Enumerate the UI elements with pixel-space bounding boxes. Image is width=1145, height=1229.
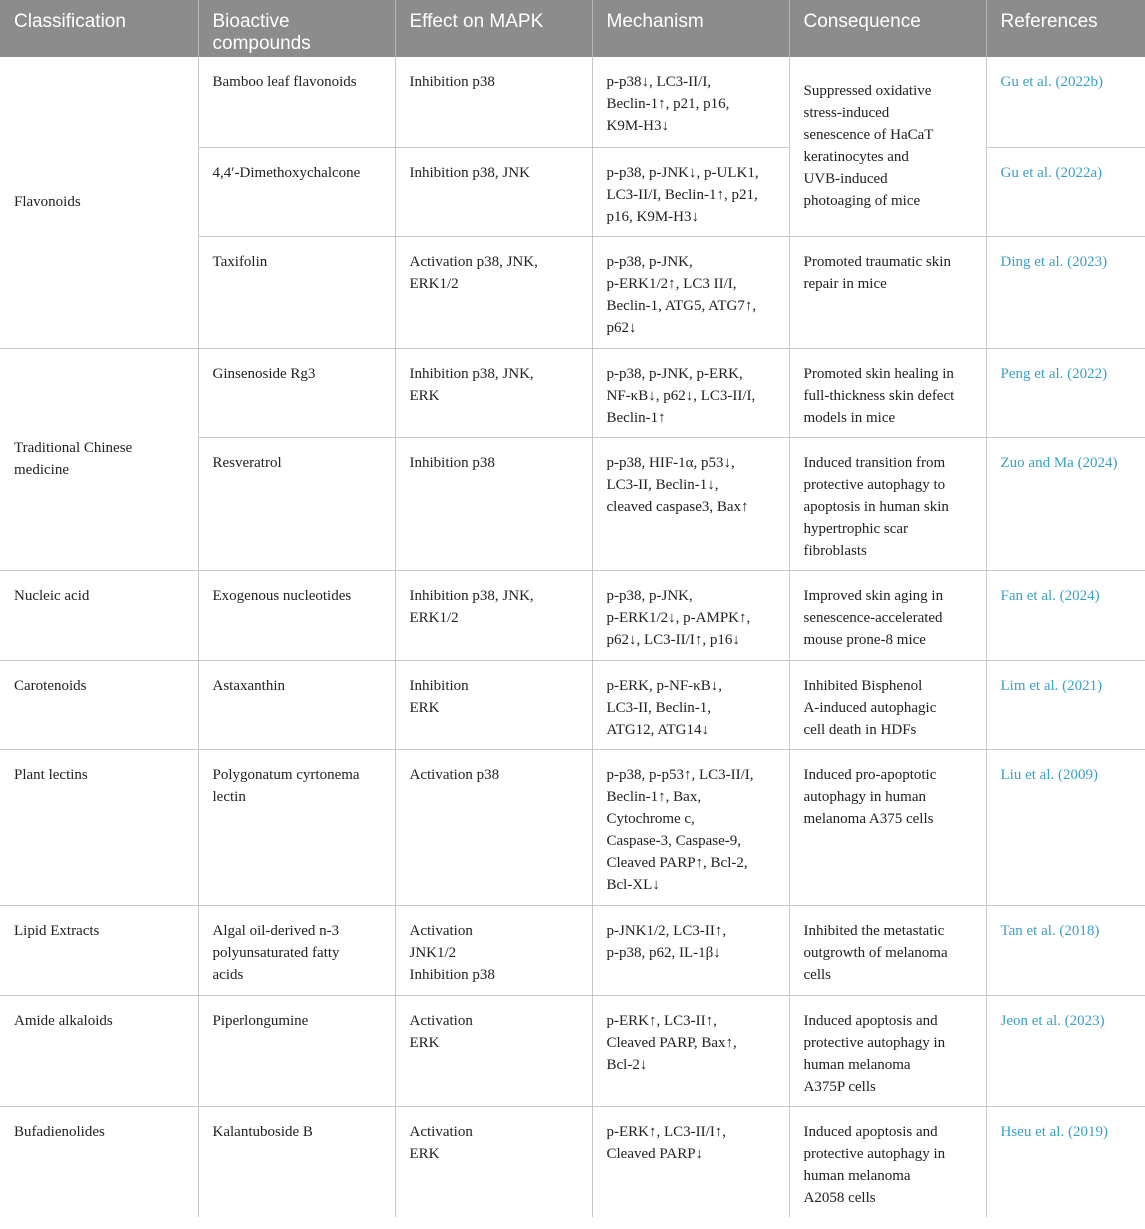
effect-cell: Inhibition ERK — [395, 660, 592, 749]
reference-link[interactable]: Gu et al. (2022a) — [986, 147, 1145, 236]
classification-cell: Nucleic acid — [0, 570, 198, 660]
consequence-cell: Suppressed oxidative stress-induced senescence of HaCaT keratinocytes and UVB-induced photoaging of mice — [789, 57, 986, 236]
reference-link[interactable]: Peng et al. (2022) — [986, 348, 1145, 437]
effect-cell: Inhibition p38, JNK — [395, 147, 592, 236]
effect-cell: Inhibition p38, JNK, ERK — [395, 348, 592, 437]
header-classification: Classification — [0, 0, 198, 57]
table-row — [0, 1106, 1145, 1217]
header-row — [0, 0, 1145, 57]
reference-link[interactable]: Zuo and Ma (2024) — [986, 437, 1145, 570]
compound-cell: Piperlongumine — [198, 995, 395, 1106]
table-row — [0, 995, 1145, 1106]
effect-cell: Inhibition p38 — [395, 437, 592, 570]
mechanism-cell: p-p38, p-JNK↓, p-ULK1, LC3-II/I, Beclin-1↑, p21, p16, K9M-H3↓ — [592, 147, 789, 236]
consequence-cell: Induced pro-apoptotic autophagy in human melanoma A375 cells — [789, 749, 986, 905]
compound-cell: 4,4′-Dimethoxychalcone — [198, 147, 395, 236]
consequence-cell: Induced apoptosis and protective autophagy in human melanoma A2058 cells — [789, 1106, 986, 1217]
effect-cell: Inhibition p38, JNK, ERK1/2 — [395, 570, 592, 660]
effect-cell: Activation p38 — [395, 749, 592, 905]
mechanism-cell: p-p38, p-JNK, p-ERK, NF-κB↓, p62↓, LC3-II/I, Beclin-1↑ — [592, 348, 789, 437]
effect-cell: Activation ERK — [395, 995, 592, 1106]
compound-cell: Taxifolin — [198, 236, 395, 348]
header-mechanism: Mechanism — [592, 0, 789, 57]
classification-cell: Traditional Chinese medicine — [0, 348, 198, 570]
table-row — [0, 749, 1145, 905]
effect-cell: Activation p38, JNK, ERK1/2 — [395, 236, 592, 348]
classification-cell: Flavonoids — [0, 57, 198, 348]
reference-link[interactable]: Fan et al. (2024) — [986, 570, 1145, 660]
table-row — [0, 57, 1145, 147]
mechanism-cell: p-p38, p-p53↑, LC3-II/I, Beclin-1↑, Bax, Cytochrome c, Caspase-3, Caspase-9, Cleaved PARP↑, Bcl-2, Bcl-XL↓ — [592, 749, 789, 905]
mechanism-cell: p-p38, p-JNK, p-ERK1/2↑, LC3 II/I, Beclin-1, ATG5, ATG7↑, p62↓ — [592, 236, 789, 348]
consequence-cell: Promoted traumatic skin repair in mice — [789, 236, 986, 348]
classification-cell: Plant lectins — [0, 749, 198, 905]
compound-cell: Exogenous nucleotides — [198, 570, 395, 660]
header-consequence: Consequence — [789, 0, 986, 57]
mechanism-cell: p-ERK↑, LC3-II↑, Cleaved PARP, Bax↑, Bcl-2↓ — [592, 995, 789, 1106]
classification-cell: Amide alkaloids — [0, 995, 198, 1106]
reference-link[interactable]: Tan et al. (2018) — [986, 905, 1145, 995]
mechanism-cell: p-JNK1/2, LC3-II↑, p-p38, p62, IL-1β↓ — [592, 905, 789, 995]
compound-cell: Bamboo leaf flavonoids — [198, 57, 395, 147]
reference-link[interactable]: Ding et al. (2023) — [986, 236, 1145, 348]
compound-cell: Kalantuboside B — [198, 1106, 395, 1217]
table-row — [0, 660, 1145, 749]
consequence-cell: Inhibited Bisphenol A-induced autophagic cell death in HDFs — [789, 660, 986, 749]
compound-cell: Polygonatum cyrtonema lectin — [198, 749, 395, 905]
mechanism-cell: p-ERK↑, LC3-II/I↑, Cleaved PARP↓ — [592, 1106, 789, 1217]
mechanism-cell: p-p38, HIF-1α, p53↓, LC3-II, Beclin-1↓, cleaved caspase3, Bax↑ — [592, 437, 789, 570]
classification-cell: Bufadienolides — [0, 1106, 198, 1217]
consequence-cell: Improved skin aging in senescence-accelerated mouse prone-8 mice — [789, 570, 986, 660]
reference-link[interactable]: Liu et al. (2009) — [986, 749, 1145, 905]
reference-link[interactable]: Jeon et al. (2023) — [986, 995, 1145, 1106]
classification-cell: Carotenoids — [0, 660, 198, 749]
reference-link[interactable]: Lim et al. (2021) — [986, 660, 1145, 749]
effect-cell: Inhibition p38 — [395, 57, 592, 147]
table-row — [0, 905, 1145, 995]
effect-cell: Activation ERK — [395, 1106, 592, 1217]
compound-cell: Astaxanthin — [198, 660, 395, 749]
mechanism-cell: p-ERK, p-NF-κB↓, LC3-II, Beclin-1, ATG12, ATG14↓ — [592, 660, 789, 749]
header-effect-on-mapk: Effect on MAPK — [395, 0, 592, 57]
reference-link[interactable]: Hseu et al. (2019) — [1000, 1123, 1108, 1140]
consequence-cell: Induced transition from protective autophagy to apoptosis in human skin hypertrophic scar fibroblasts — [789, 437, 986, 570]
effect-cell: Activation JNK1/2 Inhibition p38 — [395, 905, 592, 995]
classification-cell: Lipid Extracts — [0, 905, 198, 995]
table-row — [0, 570, 1145, 660]
header-bioactive-compounds: Bioactive compounds — [198, 0, 395, 57]
compound-cell: Algal oil-derived n-3 polyunsaturated fatty acids — [198, 905, 395, 995]
mechanism-cell: p-p38, p-JNK, p-ERK1/2↓, p-AMPK↑, p62↓, LC3-II/I↑, p16↓ — [592, 570, 789, 660]
header-references: References — [986, 0, 1145, 57]
reference-link[interactable]: Gu et al. (2022b) — [986, 57, 1145, 147]
table-row — [0, 348, 1145, 437]
consequence-cell: Inhibited the metastatic outgrowth of melanoma cells — [789, 905, 986, 995]
consequence-cell: Promoted skin healing in full-thickness skin defect models in mice — [789, 348, 986, 437]
consequence-cell: Induced apoptosis and protective autophagy in human melanoma A375P cells — [789, 995, 986, 1106]
compound-cell: Ginsenoside Rg3 — [198, 348, 395, 437]
mechanism-cell: p-p38↓, LC3-II/I, Beclin-1↑, p21, p16, K9M-H3↓ — [592, 57, 789, 147]
compound-cell: Resveratrol — [198, 437, 395, 570]
